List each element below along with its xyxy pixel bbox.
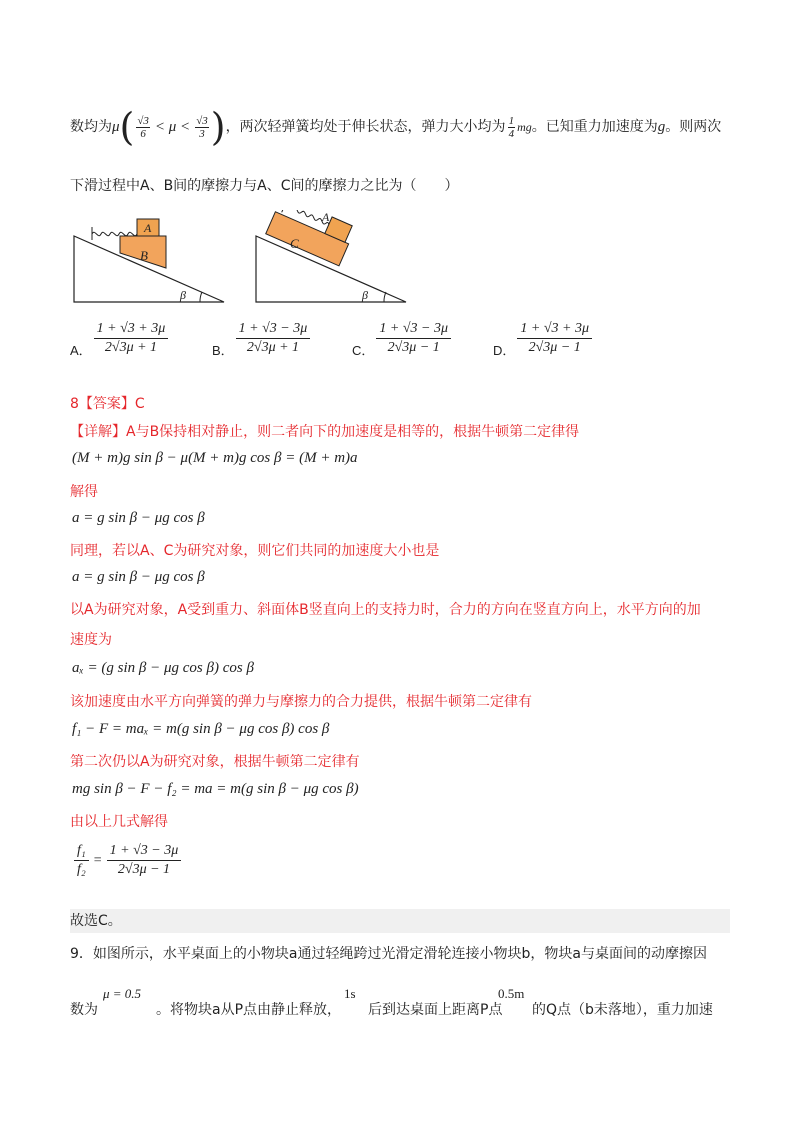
eq2: a = g sin β − μg cos β — [72, 510, 205, 526]
solve-label: 解得 — [70, 484, 98, 500]
option-c-frac: $\frac{1 + √3 - 3\mu}{2√3\mu - 1}$ — [376, 320, 451, 357]
eq7-rhs: $\frac{1 + √3 - 3\mu}{2√3\mu - 1}$ — [107, 842, 182, 879]
q7-line2: 下滑过程中A、B间的摩擦力与A、C间的摩擦力之比为（ ） — [70, 178, 459, 194]
range-lower-frac: $\frac{√3}{6}$ — [137, 114, 149, 140]
option-a-frac: $\frac{1 + √3 + 3\mu}{2√3\mu + 1}$ — [94, 320, 169, 357]
explain-1b: 速度为 — [70, 632, 112, 648]
same-text: 同理，若以A、C为研究对象，则它们共同的加速度大小也是 — [70, 543, 440, 559]
eq3: a = g sin β − μg cos β — [72, 569, 205, 585]
eq6: mg sin β − F − f₂ = ma = m(g sin β − μg cos β) — [72, 781, 359, 797]
q9-time: 1s — [344, 986, 356, 1001]
eq5: f₁ − F = maₓ = m(g sin β − μg cos β) cos β — [72, 721, 330, 737]
q9-line2-d: 的Q点（b未落地），重力加速 — [532, 1002, 713, 1018]
q9-line1: 9．如图所示，水平桌面上的小物块a通过轻绳跨过光滑定滑轮连接小物块b，物块a与桌面间的动摩擦因 — [70, 946, 707, 962]
incline-figures — [70, 210, 430, 310]
q9-mu: μ = 0.5 — [103, 986, 142, 1001]
mg: mg — [517, 120, 532, 134]
q9-line2-b: 。将物块a从P点由静止释放， — [156, 1002, 342, 1018]
mu-range: $\frac{√3}{6}$ < μ < $\frac{√3}{3}$ — [137, 114, 208, 140]
range-upper-frac: $\frac{√3}{3}$ — [196, 114, 208, 140]
q9-line2-c: 后到达桌面上距离P点 — [368, 1002, 503, 1018]
label-b: B — [140, 248, 148, 263]
option-b: B． $\frac{1 + √3 - 3\mu}{2√3\mu + 1}$ — [212, 318, 312, 359]
right-paren: ) — [210, 105, 226, 149]
beta-left: β — [180, 288, 186, 302]
conclusion: 故选C。 — [70, 913, 122, 929]
label-a-right: A — [322, 210, 330, 224]
beta-right: β — [362, 288, 368, 302]
explain-4: 由以上几式解得 — [70, 814, 168, 830]
answer-heading: 8【答案】C — [70, 396, 145, 412]
conclusion-bar — [70, 909, 730, 933]
quarter-frac: $\frac{1}{4}$ — [508, 114, 515, 140]
eq4: aₓ = (g sin β − μg cos β) cos β — [72, 660, 254, 676]
eq7: $\frac{\text{f₁}}{\text{f₂}}$ = $\frac{1 + √3 - 3\mu}{2√3\mu - 1}$ — [72, 842, 183, 879]
left-paren: ( — [119, 105, 135, 149]
eq1: (M + m)g sin β − μ(M + m)g cos β = (M + m)a — [72, 450, 358, 466]
option-b-frac: $\frac{1 + √3 - 3\mu}{2√3\mu + 1}$ — [236, 320, 311, 357]
label-a-left: A — [144, 221, 152, 235]
answer-detail: 【详解】A与B保持相对静止，则二者向下的加速度是相等的，根据牛顿第二定律得 — [70, 424, 580, 440]
eq7-lhs: $\frac{\text{f₁}}{\text{f₂}}$ — [74, 842, 89, 879]
option-d-frac: $\frac{1 + √3 + 3\mu}{2√3\mu - 1}$ — [517, 320, 592, 357]
option-a: A． $\frac{1 + √3 + 3\mu}{2√3\mu + 1}$ — [70, 318, 170, 359]
explain-1a: 以A为研究对象，A受到重力、斜面体B竖直向上的支持力时，合力的方向在竖直方向上，水平方向的加 — [70, 602, 701, 618]
q7-text: 。已知重力加速度为 — [531, 119, 658, 135]
label-c: C — [290, 236, 299, 251]
q7-line1 — [70, 105, 722, 149]
block-c-group — [266, 210, 356, 266]
q9-dist: 0.5m — [498, 986, 525, 1001]
option-c: C． $\frac{1 + √3 - 3\mu}{2√3\mu - 1}$ — [352, 318, 453, 359]
q7-text: 。则两次 — [665, 119, 722, 135]
explain-3: 第二次仍以A为研究对象，根据牛顿第二定律有 — [70, 754, 360, 770]
q7-text: 数均为 — [70, 119, 112, 135]
left-spring — [92, 232, 137, 235]
explain-2: 该加速度由水平方向弹簧的弹力与摩擦力的合力提供，根据牛顿第二定律有 — [70, 694, 532, 710]
mu-symbol: μ — [112, 119, 120, 135]
q9-line2-a: 数为 — [70, 1002, 98, 1018]
q7-text: ，两次轻弹簧均处于伸长状态，弹力大小均为 — [225, 119, 506, 135]
option-d: D． $\frac{1 + √3 + 3\mu}{2√3\mu - 1}$ — [493, 318, 594, 359]
g-symbol: g — [657, 119, 666, 135]
